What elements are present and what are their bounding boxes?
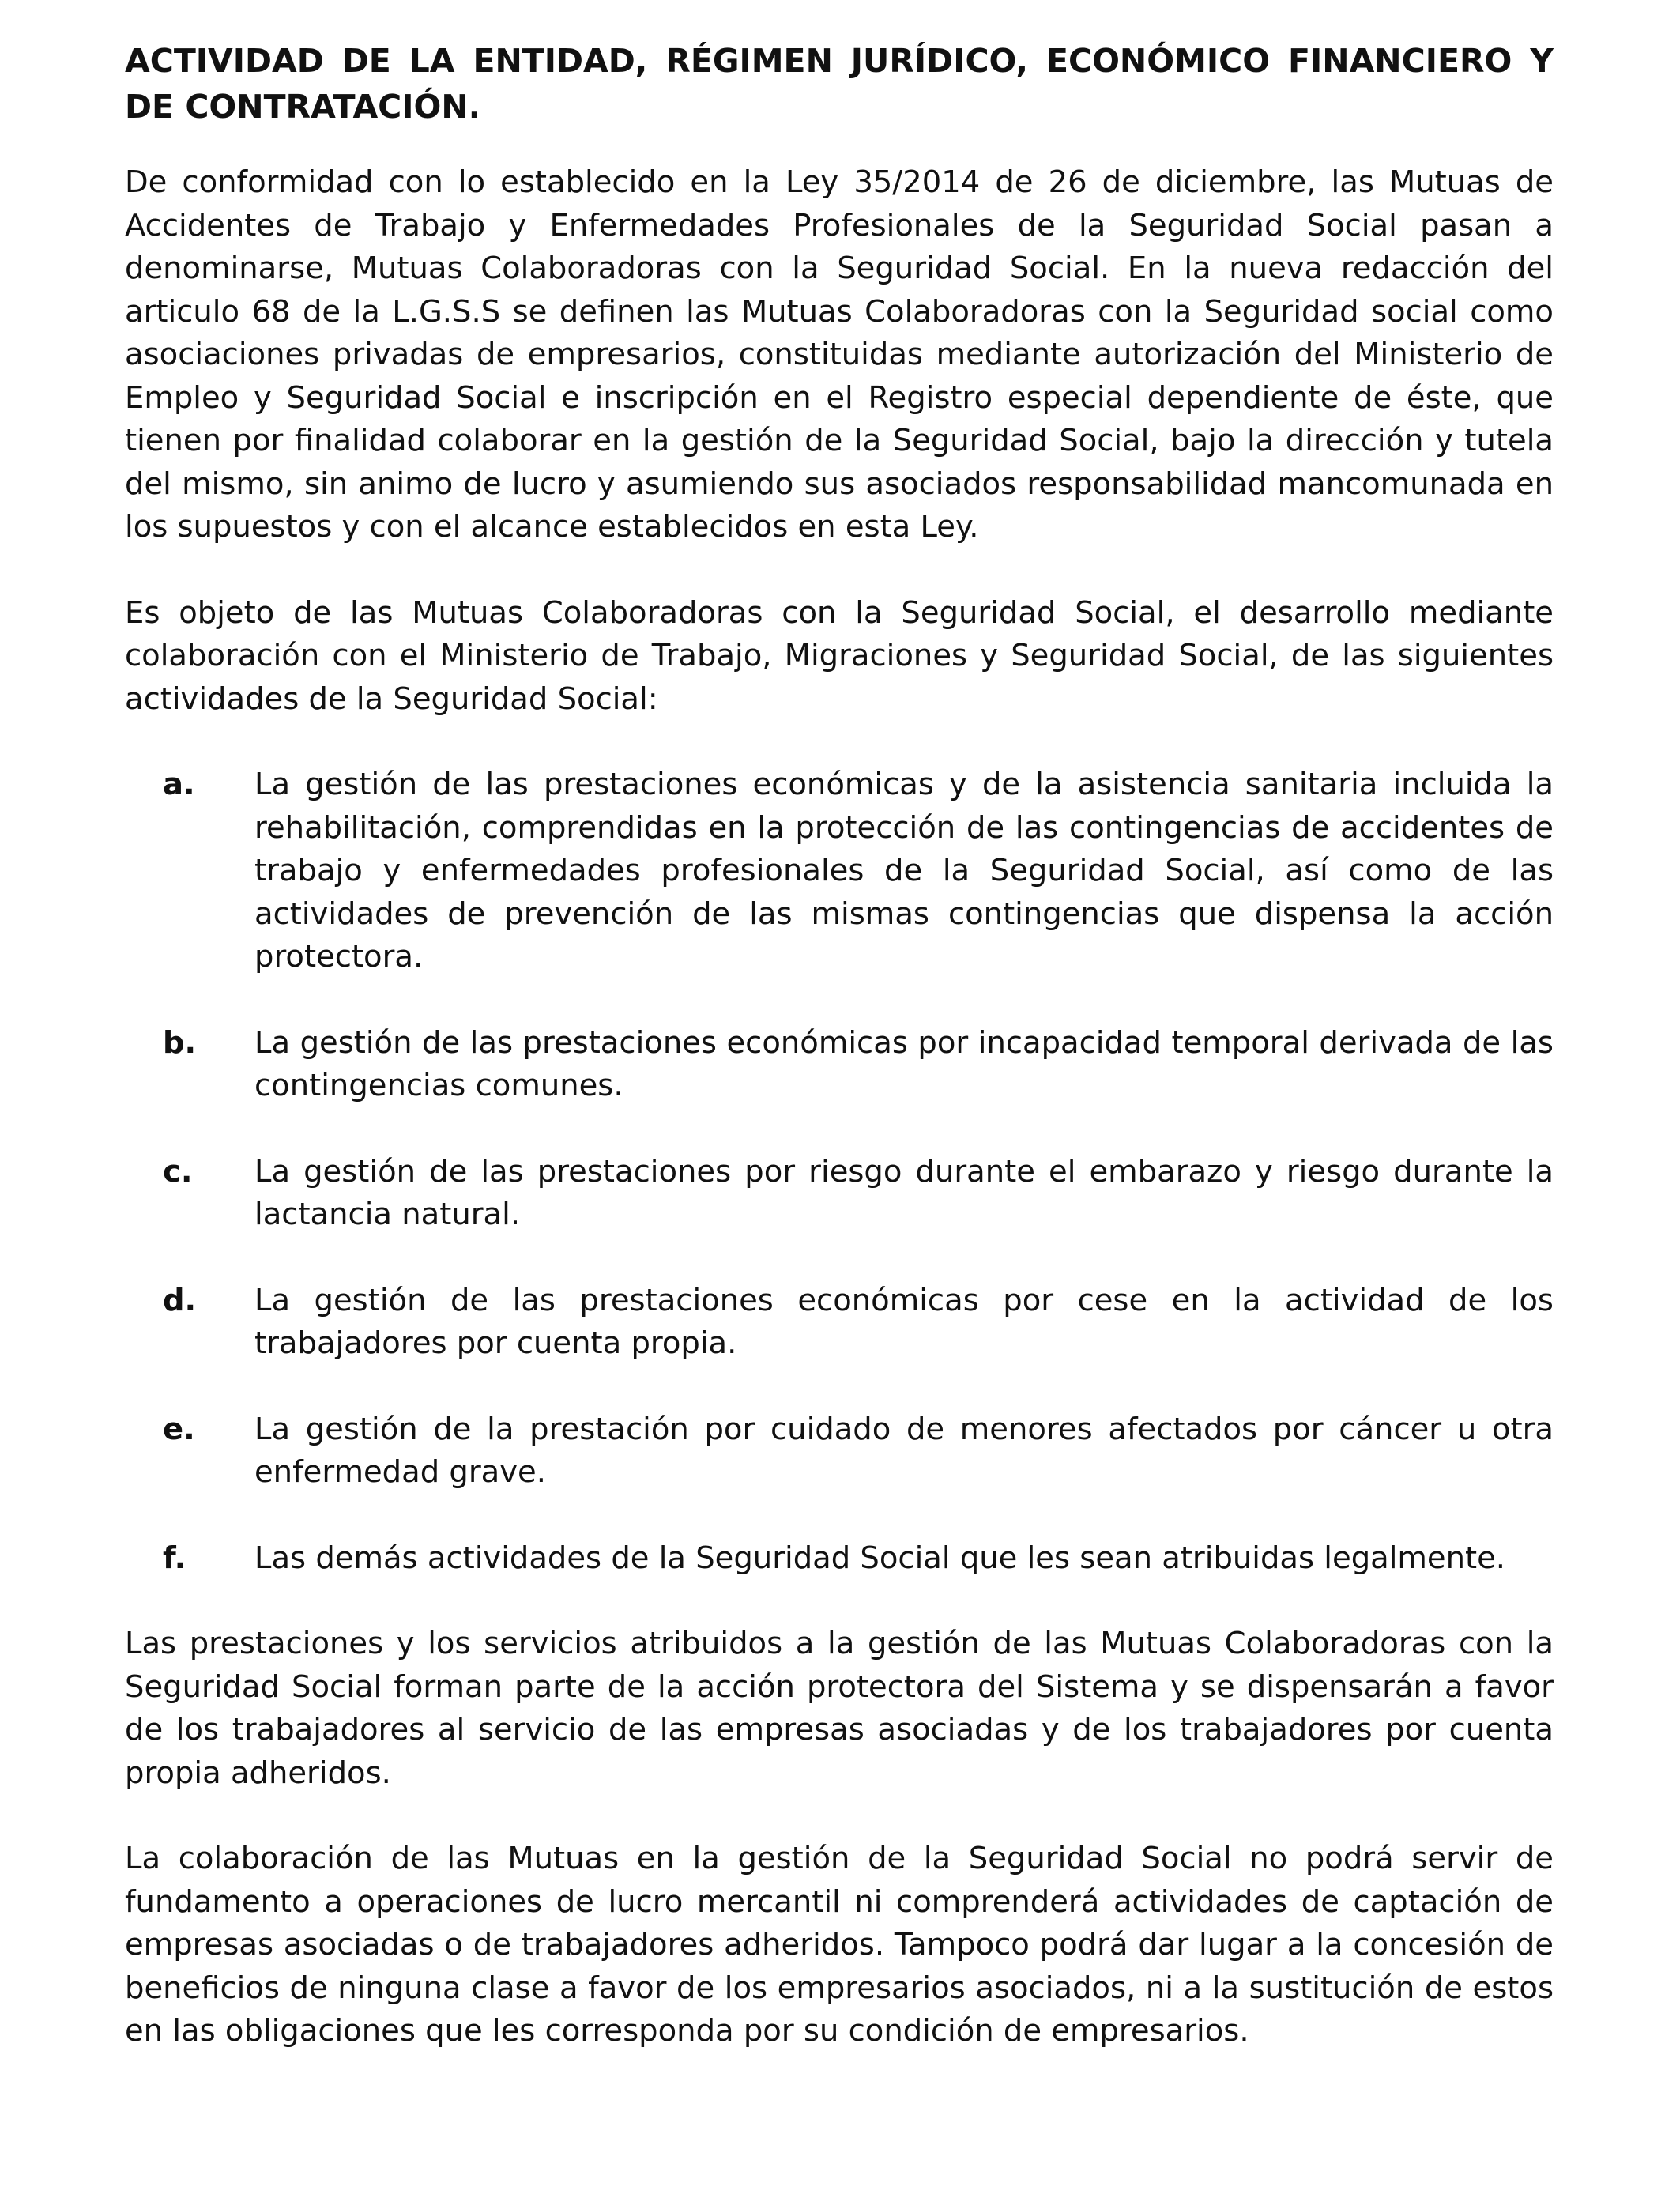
list-item-b xyxy=(125,1022,1554,1108)
list-marker: e. xyxy=(163,1411,195,1447)
list-item-e xyxy=(125,1408,1554,1495)
list-item-text: La gestión de las prestaciones económicas por cese en la actividad de los trabajadores por cuenta propia. xyxy=(254,1282,1554,1361)
activities-list xyxy=(125,763,1554,1580)
document-page xyxy=(125,38,1554,2096)
list-item-c xyxy=(125,1151,1554,1237)
list-item-a xyxy=(125,763,1554,979)
list-marker: c. xyxy=(163,1153,193,1189)
list-marker: a. xyxy=(163,767,195,802)
list-item-text: La gestión de las prestaciones por riesgo durante el embarazo y riesgo durante la lactancia natural. xyxy=(254,1153,1554,1232)
list-item-text: La gestión de las prestaciones económicas por incapacidad temporal derivada de las contingencias comunes. xyxy=(254,1024,1554,1103)
list-item-text: Las demás actividades de la Seguridad Social que les sean atribuidas legalmente. xyxy=(254,1540,1506,1576)
list-item-text: La gestión de las prestaciones económicas y de la asistencia sanitaria incluida la rehabilitación, comprendidas en la protección de las contingencias de accidentes de trabajo y enfermedades profesionales de la Seguridad Social, así como de las actividades de prevención de las mismas contingencias que dispensa la acción protectora. xyxy=(254,767,1554,974)
list-item-f xyxy=(125,1537,1554,1581)
list-marker: b. xyxy=(163,1024,197,1061)
intro-paragraph-1: De conformidad con lo establecido en la Ley 35/2014 de 26 de diciembre, las Mutuas de Accidentes de Trabajo y Enfermedades Profesionales de la Seguridad Social pasan a denominarse, Mutuas Colaboradoras con la Seguridad Social. En la nueva redacción del articulo 68 de la L.G.S.S se definen las Mutuas Colaboradoras con la Seguridad social como asociaciones privadas de empresarios, constituidas mediante autorización del Ministerio de Empleo y Seguridad Social e inscripción en el Registro especial dependiente de éste, que tienen por finalidad colaborar en la gestión de la Seguridad Social, bajo la dirección y tutela del mismo, sin animo de lucro y asumiendo sus asociados responsabilidad mancomunada en los supuestos y con el alcance establecidos en esta Ley. xyxy=(125,164,1554,545)
closing-paragraph-2: La colaboración de las Mutuas en la gestión de la Seguridad Social no podrá servir de fundamento a operaciones de lucro mercantil ni comprenderá actividades de captación de empresas asociadas o de trabajadores adheridos. Tampoco podrá dar lugar a la concesión de beneficios de ninguna clase a favor de los empresarios asociados, ni a la sustitución de estos en las obligaciones que les corresponda por su condición de empresarios. xyxy=(125,1841,1554,2049)
intro-paragraph-2: Es objeto de las Mutuas Colaboradoras con la Seguridad Social, el desarrollo mediante colaboración con el Ministerio de Trabajo, Migraciones y Seguridad Social, de las siguientes actividades de la Seguridad Social: xyxy=(125,594,1554,717)
list-item-text: La gestión de la prestación por cuidado de menores afectados por cáncer u otra enfermedad grave. xyxy=(254,1411,1554,1490)
page-title: ACTIVIDAD DE LA ENTIDAD, RÉGIMEN JURÍDICO, ECONÓMICO FINANCIERO Y DE CONTRATACIÓN. xyxy=(125,42,1554,126)
list-item-d xyxy=(125,1280,1554,1366)
closing-paragraph-1: Las prestaciones y los servicios atribuidos a la gestión de las Mutuas Colaboradoras con la Seguridad Social forman parte de la acción protectora del Sistema y se dispensarán a favor de los trabajadores al servicio de las empresas asociadas y de los trabajadores por cuenta propia adheridos. xyxy=(125,1626,1554,1791)
list-marker: d. xyxy=(163,1282,197,1318)
list-marker: f. xyxy=(163,1540,186,1576)
